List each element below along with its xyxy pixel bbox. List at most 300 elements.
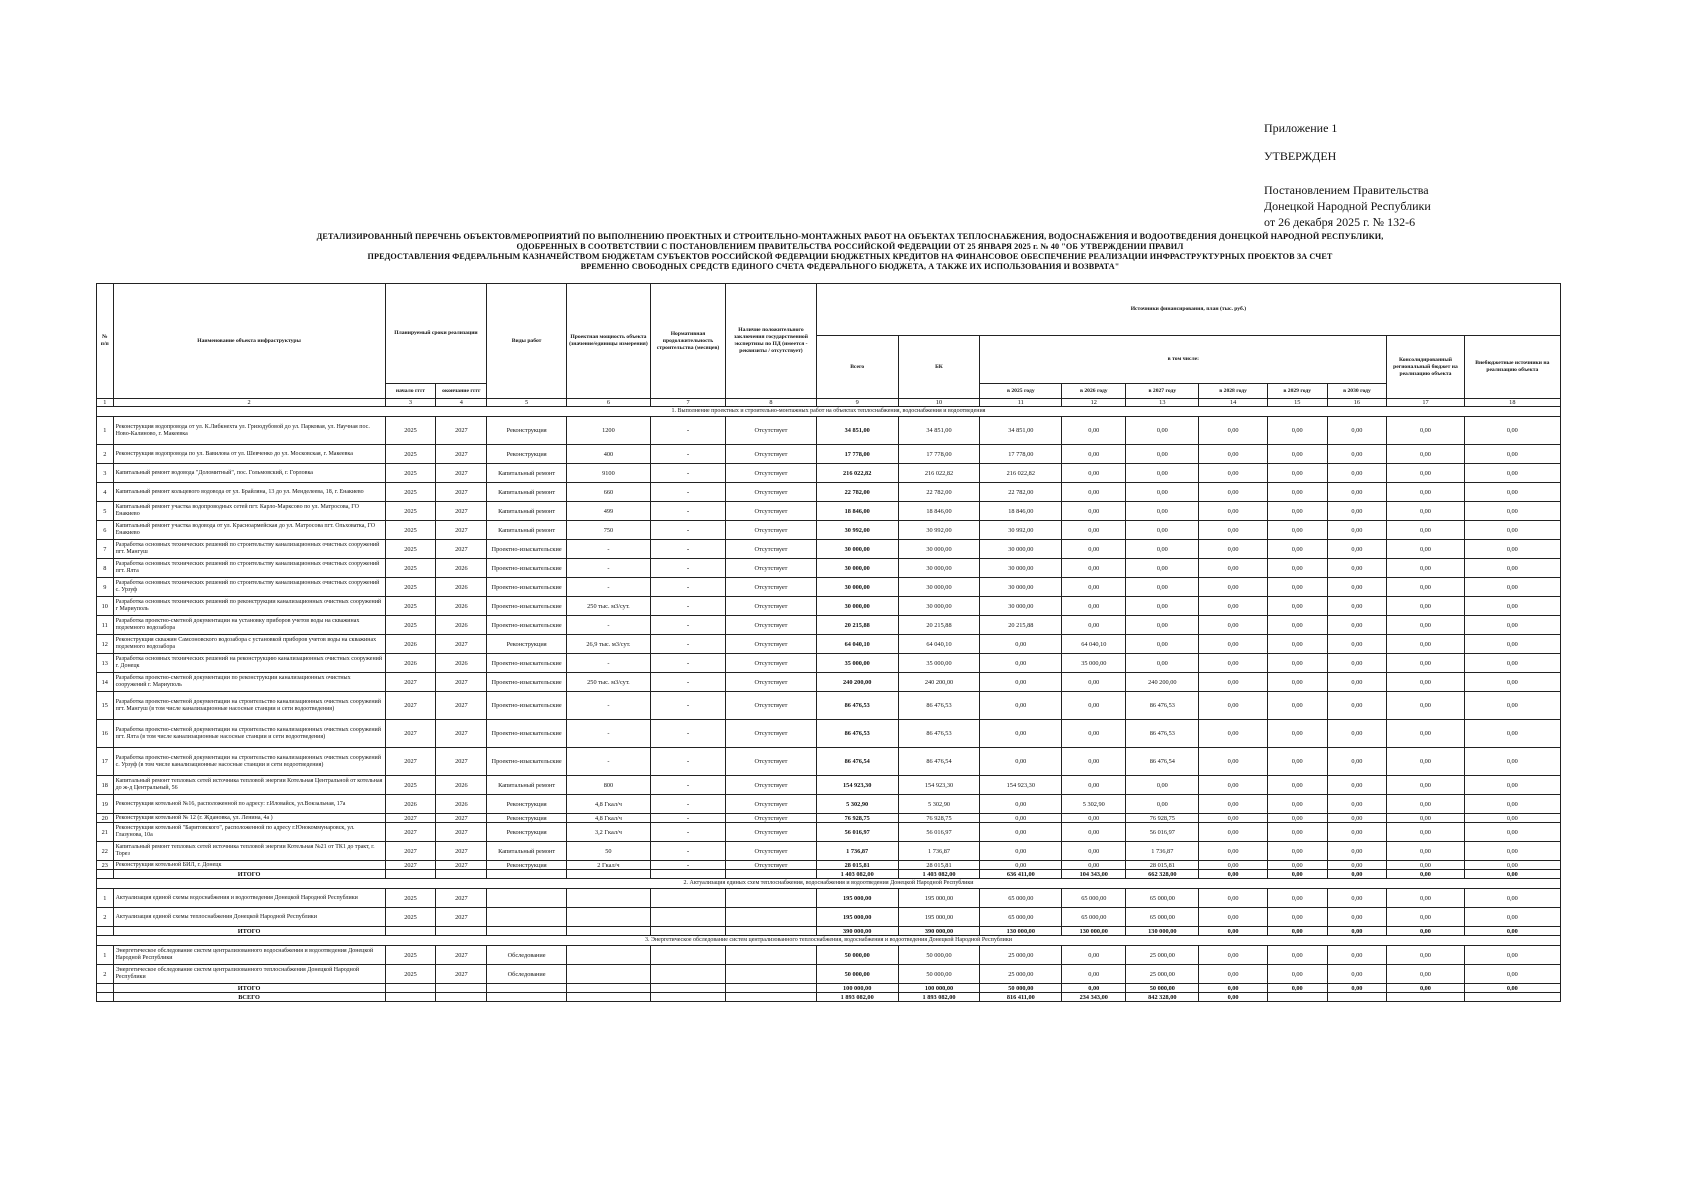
column-number: 15 <box>1267 399 1327 407</box>
col-start: начало гггг <box>385 384 436 399</box>
amount-2025: 30 000,00 <box>980 540 1062 559</box>
total-amount: 30 000,00 <box>816 540 898 559</box>
bk-amount: 34 851,00 <box>898 417 980 445</box>
table-row <box>97 861 1561 870</box>
extra-amount: 0,00 <box>1464 445 1560 464</box>
empty-cell <box>726 927 817 936</box>
expertise-status: Отсутствует <box>726 635 817 654</box>
total-amount: 30 000,00 <box>816 597 898 616</box>
table-row <box>97 795 1561 814</box>
end-year: 2026 <box>436 795 487 814</box>
end-year: 2027 <box>436 692 487 720</box>
table-row <box>97 673 1561 692</box>
empty-cell <box>385 993 436 1002</box>
table-row <box>97 814 1561 823</box>
empty-cell <box>385 984 436 993</box>
col-extra: Внебюджетные источники на реализацию объекта <box>1464 336 1560 399</box>
duration: - <box>650 720 725 748</box>
extra-amount: 0,00 <box>1464 965 1560 984</box>
expertise-status: Отсутствует <box>726 464 817 483</box>
table-row <box>97 521 1561 540</box>
bk-amount: 30 000,00 <box>898 540 980 559</box>
amount-2027: 0,00 <box>1126 654 1199 673</box>
bk-amount: 50 000,00 <box>898 965 980 984</box>
start-year: 2027 <box>385 673 436 692</box>
object-name: Разработка основных технических решений по реконструкции канализационных очистных сооружений г Мариуполь <box>113 597 385 616</box>
end-year: 2026 <box>436 776 487 795</box>
amount-2026: 0,00 <box>1062 521 1126 540</box>
table-row <box>97 635 1561 654</box>
bk-amount: 86 476,53 <box>898 692 980 720</box>
expertise-status: Отсутствует <box>726 748 817 776</box>
table-body <box>97 407 1561 1002</box>
amount-2029: 0,00 <box>1267 654 1327 673</box>
row-number: 2 <box>97 965 114 984</box>
row-number: 17 <box>97 748 114 776</box>
amount-2029: 0,00 <box>1267 776 1327 795</box>
row-number: 12 <box>97 635 114 654</box>
extra-amount: 0,00 <box>1464 502 1560 521</box>
extra-amount: 0,00 <box>1464 814 1560 823</box>
regional-amount: 0,00 <box>1387 578 1464 597</box>
end-year: 2027 <box>436 814 487 823</box>
amount-2026: 0,00 <box>1062 616 1126 635</box>
bk-amount: 56 016,97 <box>898 823 980 842</box>
duration: - <box>650 559 725 578</box>
duration: - <box>650 521 725 540</box>
amount-2027: 0,00 <box>1126 483 1199 502</box>
work-type: Реконструкция <box>487 417 567 445</box>
amount-2026: 0,00 <box>1062 842 1126 861</box>
total-amount-2026: 130 000,00 <box>1062 927 1126 936</box>
title-line: ОДОБРЕННЫХ В СООТВЕТСТВИИ С ПОСТАНОВЛЕНИЕМ ПРАВИТЕЛЬСТВА РОССИЙСКОЙ ФЕДЕРАЦИИ ОТ 25 ЯНВАРЯ 2025 г. № 40 "ОБ УТВЕРЖДЕНИИ ПРАВИЛ <box>516 242 1184 251</box>
expertise-status: Отсутствует <box>726 861 817 870</box>
amount-2025: 65 000,00 <box>980 889 1062 908</box>
empty-cell <box>436 927 487 936</box>
start-year: 2026 <box>385 654 436 673</box>
amount-2030: 0,00 <box>1327 748 1387 776</box>
column-number: 17 <box>1387 399 1464 407</box>
total-regional-amount: 0,00 <box>1387 984 1464 993</box>
amount-2026: 0,00 <box>1062 814 1126 823</box>
total-amount-2025: 50 000,00 <box>980 984 1062 993</box>
column-number: 13 <box>1126 399 1199 407</box>
amount-2025: 0,00 <box>980 748 1062 776</box>
amount-2028: 0,00 <box>1199 673 1268 692</box>
capacity: - <box>566 540 650 559</box>
table-row <box>97 842 1561 861</box>
total-amount: 64 040,10 <box>816 635 898 654</box>
total-amount: 17 778,00 <box>816 445 898 464</box>
row-number: 5 <box>97 502 114 521</box>
empty-cell <box>650 927 725 936</box>
approval-line: Донецкой Народной Республики <box>1264 199 1431 213</box>
amount-2030: 0,00 <box>1327 946 1387 965</box>
bk-amount: 28 015,81 <box>898 861 980 870</box>
work-type: Капитальный ремонт <box>487 521 567 540</box>
extra-amount: 0,00 <box>1464 417 1560 445</box>
empty-cell <box>385 927 436 936</box>
column-number: 18 <box>1464 399 1560 407</box>
amount-2029: 0,00 <box>1267 635 1327 654</box>
amount-2027: 0,00 <box>1126 559 1199 578</box>
total-amount-2029: 0,00 <box>1267 870 1327 879</box>
col-expertise: Наличие положительного заключения государственной экспертизы по ПД (имеется - реквизиты / отсутствует) <box>726 284 817 399</box>
capacity: 499 <box>566 502 650 521</box>
amount-2030: 0,00 <box>1327 889 1387 908</box>
bk-amount: 64 040,10 <box>898 635 980 654</box>
regional-amount: 0,00 <box>1387 814 1464 823</box>
duration: - <box>650 483 725 502</box>
amount-2025: 25 000,00 <box>980 965 1062 984</box>
amount-2028: 0,00 <box>1199 578 1268 597</box>
table-row <box>97 597 1561 616</box>
total-label: ИТОГО <box>113 870 385 879</box>
amount-2025: 0,00 <box>980 861 1062 870</box>
empty-cell <box>97 870 114 879</box>
expertise-status <box>726 889 817 908</box>
amount-2030: 0,00 <box>1327 616 1387 635</box>
start-year: 2027 <box>385 861 436 870</box>
amount-2027: 25 000,00 <box>1126 965 1199 984</box>
amount-2030: 0,00 <box>1327 823 1387 842</box>
start-year: 2025 <box>385 540 436 559</box>
start-year: 2026 <box>385 795 436 814</box>
amount-2030: 0,00 <box>1327 417 1387 445</box>
work-type <box>487 889 567 908</box>
end-year: 2027 <box>436 445 487 464</box>
start-year: 2025 <box>385 776 436 795</box>
amount-2030: 0,00 <box>1327 464 1387 483</box>
end-year: 2027 <box>436 748 487 776</box>
duration: - <box>650 842 725 861</box>
object-name: Разработка проектно-сметной документации на строительство канализационных очистных сооружений пгт. Ялта (в том числе канализационные насосные станции и сети водоотведения) <box>113 720 385 748</box>
start-year: 2025 <box>385 889 436 908</box>
duration: - <box>650 748 725 776</box>
section-row <box>97 407 1561 417</box>
empty-cell <box>726 984 817 993</box>
amount-2030: 0,00 <box>1327 578 1387 597</box>
total-amount: 216 022,82 <box>816 464 898 483</box>
end-year: 2027 <box>436 946 487 965</box>
amount-2028: 0,00 <box>1199 483 1268 502</box>
total-row <box>97 870 1561 879</box>
amount-2029: 0,00 <box>1267 483 1327 502</box>
amount-2028: 0,00 <box>1199 559 1268 578</box>
col-regional: Консолидированный региональный бюджет на реализацию объекта <box>1387 336 1464 399</box>
bk-amount: 50 000,00 <box>898 946 980 965</box>
amount-2025: 65 000,00 <box>980 908 1062 927</box>
amount-2026: 0,00 <box>1062 445 1126 464</box>
total-amount-2029: 0,00 <box>1267 984 1327 993</box>
column-numbers-row <box>97 399 1561 407</box>
work-type: Проектно-изыскательские <box>487 654 567 673</box>
start-year: 2025 <box>385 445 436 464</box>
amount-2025: 30 000,00 <box>980 597 1062 616</box>
total-amount: 5 302,90 <box>816 795 898 814</box>
amount-2030: 0,00 <box>1327 502 1387 521</box>
expertise-status: Отсутствует <box>726 445 817 464</box>
amount-2029: 0,00 <box>1267 578 1327 597</box>
amount-2026: 0,00 <box>1062 464 1126 483</box>
empty-cell <box>566 870 650 879</box>
duration: - <box>650 502 725 521</box>
total-label: ВСЕГО <box>113 993 385 1002</box>
work-type: Проектно-изыскательские <box>487 748 567 776</box>
approved-label: УТВЕРЖДЕН <box>1264 149 1337 163</box>
amount-2026: 0,00 <box>1062 483 1126 502</box>
capacity: - <box>566 559 650 578</box>
duration: - <box>650 795 725 814</box>
regional-amount: 0,00 <box>1387 795 1464 814</box>
amount-2025: 22 782,00 <box>980 483 1062 502</box>
work-type: Обследование <box>487 946 567 965</box>
row-number: 3 <box>97 464 114 483</box>
extra-amount: 0,00 <box>1464 483 1560 502</box>
amount-2028: 0,00 <box>1199 540 1268 559</box>
table-row <box>97 908 1561 927</box>
row-number: 13 <box>97 654 114 673</box>
total-total-amount: 390 000,00 <box>816 927 898 936</box>
total-amount: 22 782,00 <box>816 483 898 502</box>
object-name: Реконструкция котельной БИЛ, г. Донецк <box>113 861 385 870</box>
total-amount-2030: 0,00 <box>1327 870 1387 879</box>
object-name: Разработка проектно-сметной документации на установку приборов учетов воды на скважинах подземного водозабора <box>113 616 385 635</box>
object-name: Разработка основных технических решений по строительству канализационных очистных сооружений с. Урзуф <box>113 578 385 597</box>
duration: - <box>650 464 725 483</box>
empty-cell <box>487 993 567 1002</box>
total-regional-amount: 0,00 <box>1387 927 1464 936</box>
amount-2026: 65 000,00 <box>1062 889 1126 908</box>
amount-2026: 0,00 <box>1062 823 1126 842</box>
end-year: 2027 <box>436 965 487 984</box>
section-title: 3. Энергетическое обследование систем централизованного теплоснабжения, водоснабжения и водоотведения Донецкой Народной Республики <box>97 936 1561 946</box>
amount-2025: 17 778,00 <box>980 445 1062 464</box>
bk-amount: 240 200,00 <box>898 673 980 692</box>
start-year: 2027 <box>385 748 436 776</box>
total-amount-2028: 0,00 <box>1199 870 1268 879</box>
bk-amount: 17 778,00 <box>898 445 980 464</box>
work-type: Проектно-изыскательские <box>487 559 567 578</box>
col-2026: в 2026 году <box>1062 384 1126 399</box>
table-row <box>97 502 1561 521</box>
column-number: 16 <box>1327 399 1387 407</box>
total-amount: 195 000,00 <box>816 889 898 908</box>
regional-amount: 0,00 <box>1387 776 1464 795</box>
object-name: Капитальный ремонт тепловых сетей источника тепловой энергии Котельная Центральной от котельная до ж-д Центральный, 56 <box>113 776 385 795</box>
amount-2028: 0,00 <box>1199 908 1268 927</box>
extra-amount: 0,00 <box>1464 616 1560 635</box>
col-total: Всего <box>816 336 898 399</box>
amount-2028: 0,00 <box>1199 635 1268 654</box>
amount-2027: 0,00 <box>1126 616 1199 635</box>
expertise-status: Отсутствует <box>726 673 817 692</box>
total-amount: 86 476,53 <box>816 720 898 748</box>
empty-cell <box>566 993 650 1002</box>
amount-2030: 0,00 <box>1327 597 1387 616</box>
regional-amount: 0,00 <box>1387 521 1464 540</box>
capacity: 2 Гкал/ч <box>566 861 650 870</box>
col-2028: в 2028 году <box>1199 384 1268 399</box>
amount-2026: 5 302,90 <box>1062 795 1126 814</box>
empty-cell <box>650 870 725 879</box>
capacity <box>566 889 650 908</box>
amount-2027: 65 000,00 <box>1126 908 1199 927</box>
end-year: 2027 <box>436 540 487 559</box>
capacity: - <box>566 654 650 673</box>
work-type: Реконструкция <box>487 823 567 842</box>
end-year: 2027 <box>436 889 487 908</box>
bk-amount: 22 782,00 <box>898 483 980 502</box>
amount-2030: 0,00 <box>1327 965 1387 984</box>
expertise-status: Отсутствует <box>726 616 817 635</box>
row-number: 11 <box>97 616 114 635</box>
amount-2030: 0,00 <box>1327 776 1387 795</box>
section-title: 1. Выполнение проектных и строительно-монтажных работ на объектах теплоснабжения, водоснабжения и водоотведения <box>97 407 1561 417</box>
duration: - <box>650 417 725 445</box>
col-name: Наименование объекта инфраструктуры <box>113 284 385 399</box>
table-row <box>97 417 1561 445</box>
col-sources: Источники финансирования, план (тыс. руб.) <box>816 284 1560 336</box>
work-type: Реконструкция <box>487 795 567 814</box>
amount-2029: 0,00 <box>1267 814 1327 823</box>
expertise-status <box>726 946 817 965</box>
total-amount: 50 000,00 <box>816 946 898 965</box>
amount-2027: 0,00 <box>1126 445 1199 464</box>
object-name: Капитальный ремонт тепловых сетей источника тепловой энергии Котельная №21 от ТК1 до тракт, г. Торез <box>113 842 385 861</box>
object-name: Актуализация единой схемы водоснабжения и водоотведения Донецкой Народной Республики <box>113 889 385 908</box>
row-number: 8 <box>97 559 114 578</box>
capacity: - <box>566 578 650 597</box>
object-name: Разработка основных технических решений по строительству канализационных очистных сооружений пгт. Ялта <box>113 559 385 578</box>
amount-2028: 0,00 <box>1199 823 1268 842</box>
object-name: Разработка основных технических решений на реконструкцию канализационных очистных сооружений г. Донецк <box>113 654 385 673</box>
start-year: 2025 <box>385 417 436 445</box>
amount-2027: 240 200,00 <box>1126 673 1199 692</box>
regional-amount: 0,00 <box>1387 502 1464 521</box>
amount-2028: 0,00 <box>1199 946 1268 965</box>
regional-amount: 0,00 <box>1387 720 1464 748</box>
start-year: 2025 <box>385 578 436 597</box>
work-type <box>487 908 567 927</box>
table-row <box>97 748 1561 776</box>
amount-2027: 0,00 <box>1126 521 1199 540</box>
start-year: 2025 <box>385 521 436 540</box>
capacity: 800 <box>566 776 650 795</box>
total-bk-amount: 1 403 082,00 <box>898 870 980 879</box>
row-number: 1 <box>97 946 114 965</box>
empty-cell <box>487 984 567 993</box>
total-amount: 28 015,81 <box>816 861 898 870</box>
amount-2029: 0,00 <box>1267 417 1327 445</box>
amount-2028: 0,00 <box>1199 842 1268 861</box>
work-type: Капитальный ремонт <box>487 502 567 521</box>
amount-2025: 0,00 <box>980 814 1062 823</box>
capacity <box>566 965 650 984</box>
amount-2026: 0,00 <box>1062 597 1126 616</box>
expertise-status: Отсутствует <box>726 559 817 578</box>
capacity: 250 тыс. м3/сут. <box>566 597 650 616</box>
end-year: 2026 <box>436 578 487 597</box>
total-amount-2027: 662 328,00 <box>1126 870 1199 879</box>
empty-cell <box>487 870 567 879</box>
row-number: 2 <box>97 445 114 464</box>
amount-2030: 0,00 <box>1327 861 1387 870</box>
object-name: Актуализация единой схемы теплоснабжения Донецкой Народной Республики <box>113 908 385 927</box>
total-amount-2025: 816 411,00 <box>980 993 1062 1002</box>
amount-2029: 0,00 <box>1267 616 1327 635</box>
row-number: 19 <box>97 795 114 814</box>
end-year: 2026 <box>436 654 487 673</box>
capacity: 4,8 Гкал/ч <box>566 814 650 823</box>
title-line: ПРЕДОСТАВЛЕНИЯ ФЕДЕРАЛЬНЫМ КАЗНАЧЕЙСТВОМ БЮДЖЕТАМ СУБЪЕКТОВ РОССИЙСКОЙ ФЕДЕРАЦИИ БЮДЖЕТНЫХ КРЕДИТОВ НА ФИНАНСОВОЕ ОБЕСПЕЧЕНИЕ РЕАЛИЗАЦИИ ИНФРАСТРУКТУРНЫХ ПРОЕКТОВ ЗА СЧЕТ <box>367 252 1333 261</box>
table-row <box>97 776 1561 795</box>
table-row <box>97 720 1561 748</box>
expertise-status: Отсутствует <box>726 795 817 814</box>
start-year: 2025 <box>385 946 436 965</box>
total-amount: 76 928,75 <box>816 814 898 823</box>
empty-cell <box>566 927 650 936</box>
total-amount-2026: 0,00 <box>1062 984 1126 993</box>
duration <box>650 946 725 965</box>
column-number: 11 <box>980 399 1062 407</box>
duration: - <box>650 578 725 597</box>
amount-2026: 64 040,10 <box>1062 635 1126 654</box>
row-number: 16 <box>97 720 114 748</box>
amount-2025: 25 000,00 <box>980 946 1062 965</box>
total-amount: 154 923,30 <box>816 776 898 795</box>
col-2029: в 2029 году <box>1267 384 1327 399</box>
extra-amount: 0,00 <box>1464 946 1560 965</box>
total-amount-2029 <box>1267 993 1327 1002</box>
capacity <box>566 908 650 927</box>
total-amount-2030: 0,00 <box>1327 927 1387 936</box>
end-year: 2027 <box>436 842 487 861</box>
amount-2029: 0,00 <box>1267 946 1327 965</box>
amount-2025: 0,00 <box>980 842 1062 861</box>
regional-amount: 0,00 <box>1387 823 1464 842</box>
amount-2029: 0,00 <box>1267 445 1327 464</box>
extra-amount: 0,00 <box>1464 654 1560 673</box>
extra-amount: 0,00 <box>1464 597 1560 616</box>
duration: - <box>650 861 725 870</box>
amount-2029: 0,00 <box>1267 823 1327 842</box>
start-year: 2025 <box>385 464 436 483</box>
capacity: 400 <box>566 445 650 464</box>
section-row <box>97 936 1561 946</box>
row-number: 22 <box>97 842 114 861</box>
col-2025: в 2025 году <box>980 384 1062 399</box>
amount-2028: 0,00 <box>1199 965 1268 984</box>
table-row <box>97 559 1561 578</box>
amount-2026: 0,00 <box>1062 776 1126 795</box>
total-amount-2025: 636 411,00 <box>980 870 1062 879</box>
expertise-status: Отсутствует <box>726 597 817 616</box>
work-type: Капитальный ремонт <box>487 483 567 502</box>
row-number: 4 <box>97 483 114 502</box>
total-bk-amount: 1 893 082,00 <box>898 993 980 1002</box>
extra-amount: 0,00 <box>1464 795 1560 814</box>
bk-amount: 86 476,54 <box>898 748 980 776</box>
work-type: Капитальный ремонт <box>487 842 567 861</box>
amount-2028: 0,00 <box>1199 748 1268 776</box>
bk-amount: 1 736,87 <box>898 842 980 861</box>
regional-amount: 0,00 <box>1387 654 1464 673</box>
duration: - <box>650 776 725 795</box>
end-year: 2026 <box>436 616 487 635</box>
expertise-status: Отсутствует <box>726 578 817 597</box>
end-year: 2027 <box>436 417 487 445</box>
